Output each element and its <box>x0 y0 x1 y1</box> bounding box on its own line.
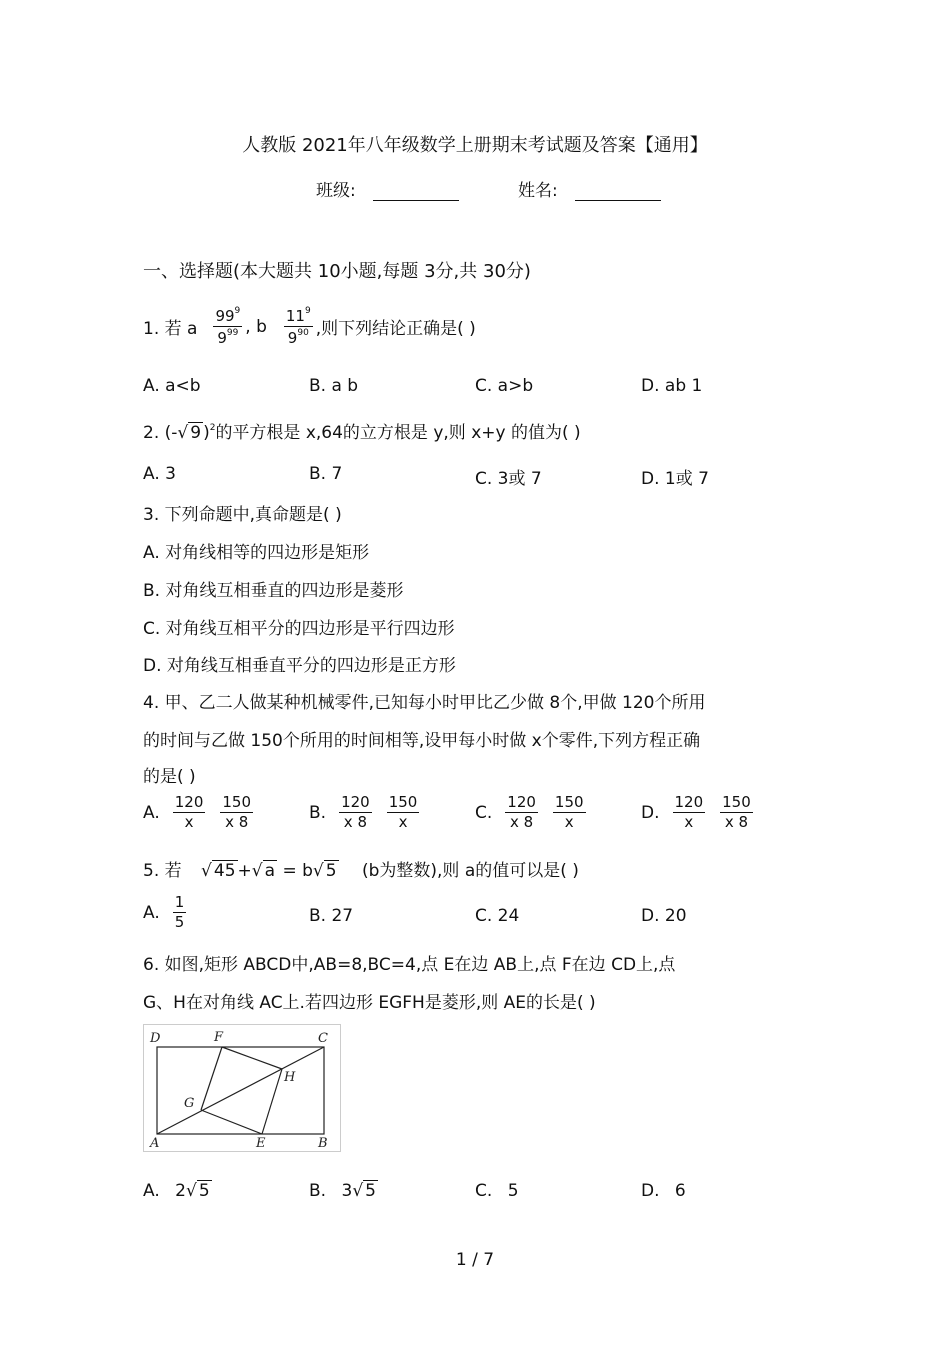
q4-d-d2: x 8 <box>724 813 749 832</box>
q6-a-sqrt: √ 5 <box>185 1181 210 1201</box>
q5-option-a <box>143 894 189 932</box>
q5-radicand-5: 5 <box>325 861 337 881</box>
q1-mid: , b <box>245 316 267 337</box>
q4-b-frac-1 <box>339 794 372 832</box>
label-f: F <box>214 1030 224 1045</box>
q6-option-a <box>143 1181 212 1201</box>
q2-option-d: D. 1或 7 <box>641 469 709 489</box>
q2-sqrt: √ 9 <box>177 423 202 443</box>
q4-b-d1: x 8 <box>343 813 367 832</box>
q4-a-n1: 120 <box>173 794 206 813</box>
q6-b-coef: 3 <box>341 1181 353 1201</box>
q1-option-a: A. a<b <box>143 376 201 396</box>
q6-option-c <box>475 1181 519 1201</box>
q4-b-label: B. <box>309 802 327 823</box>
q5-a-den: 5 <box>174 913 185 932</box>
question-1 <box>143 306 476 348</box>
q4-d-n2: 150 <box>720 794 753 813</box>
q4-a-frac-1 <box>173 794 206 832</box>
q5-radicand-45: 45 <box>213 861 236 881</box>
q2-option-a: A. 3 <box>143 464 176 484</box>
q4-b-n2: 150 <box>387 794 420 813</box>
q4-b-frac-2 <box>387 794 420 832</box>
q5-option-b: B. 27 <box>309 906 354 926</box>
q5-eq: = b <box>282 861 313 881</box>
name-field <box>518 176 661 201</box>
q4-a-d1: x <box>184 813 194 832</box>
q4-d-d1: x <box>684 813 694 832</box>
label-h: H <box>284 1070 296 1085</box>
q4-d-frac-2 <box>720 794 753 832</box>
q2-radicand: 9 <box>190 423 202 443</box>
q3-option-b: B. 对角线互相垂直的四边形是菱形 <box>143 581 404 601</box>
q4-d-frac-1 <box>673 794 706 832</box>
question-4-line-1: 4. 甲、乙二人做某种机械零件,已知每小时甲比乙少做 8个,甲做 120个所用 <box>143 693 706 713</box>
q4-c-label: C. <box>475 802 493 823</box>
q5-option-c: C. 24 <box>475 906 520 926</box>
q2-close: ) <box>203 423 210 443</box>
question-5 <box>143 856 579 881</box>
q6-c-label: C. <box>475 1181 493 1201</box>
q4-c-frac-1 <box>505 794 538 832</box>
q1-option-d: D. ab 1 <box>641 376 703 396</box>
q1-suffix: ,则下列结论正确是( ) <box>315 319 476 340</box>
q4-a-n2: 150 <box>220 794 253 813</box>
q3-option-a: A. 对角线相等的四边形是矩形 <box>143 543 370 563</box>
q6-b-sqrt: √ 5 <box>352 1181 376 1201</box>
q1-b-fraction <box>284 306 313 348</box>
class-field <box>316 176 459 201</box>
q5-a-fraction <box>173 894 187 932</box>
q5-a-label: A. <box>143 902 160 923</box>
question-4-line-3: 的是( ) <box>143 767 196 787</box>
q2-suffix: 的平方根是 x,64的立方根是 y,则 x+y 的值为( ) <box>215 423 581 443</box>
segment-fh <box>222 1047 282 1069</box>
diagonal-ac <box>157 1047 324 1134</box>
label-d: D <box>150 1031 161 1046</box>
segment-gf <box>201 1047 222 1110</box>
q2-option-b: B. 7 <box>309 464 343 484</box>
q5-option-d: D. 20 <box>641 906 687 926</box>
question-2 <box>143 418 581 443</box>
q5-sqrt-a: √ a <box>251 861 276 881</box>
name-blank <box>575 182 661 201</box>
section-header: 一、选择题(本大题共 10小题,每题 3分,共 30分) <box>143 261 531 282</box>
q1-option-b: B. a b <box>309 376 359 396</box>
question-6-line-1: 6. 如图,矩形 ABCD中,AB=8,BC=4,点 E在边 AB上,点 F在边 CD上,点 <box>143 955 676 975</box>
q5-plus: + <box>237 861 252 881</box>
q6-d-text: 6 <box>674 1181 686 1201</box>
q6-c-text: 5 <box>507 1181 519 1201</box>
q1-b-num: 11 <box>285 307 305 325</box>
q4-b-n1: 120 <box>339 794 372 813</box>
q5-a-num: 1 <box>173 894 187 913</box>
q3-option-c: C. 对角线互相平分的四边形是平行四边形 <box>143 619 455 639</box>
q4-c-d2: x <box>564 813 574 832</box>
page-title: 人教版 2021年八年级数学上册期末考试题及答案【通用】 <box>242 135 708 156</box>
q2-option-c: C. 3或 7 <box>475 469 542 489</box>
q4-a-frac-2 <box>220 794 253 832</box>
q1-b-den-exp: 90 <box>297 328 309 339</box>
q1-a-num-exp: 9 <box>234 306 241 316</box>
q6-b-label: B. <box>309 1181 327 1201</box>
q6-b-radicand: 5 <box>365 1181 376 1201</box>
q4-b-d2: x <box>398 813 408 832</box>
q1-b-num-exp: 9 <box>304 306 311 316</box>
question-4-line-2: 的时间与乙做 150个所用的时间相等,设甲每小时做 x个零件,下列方程正确 <box>143 731 701 751</box>
rectangle-figure <box>143 1024 341 1152</box>
q2-sup: 2 <box>209 423 216 433</box>
page-number: 1 / 7 <box>455 1250 495 1270</box>
name-label: 姓名: <box>518 181 558 201</box>
q5-prefix: 5. 若 <box>143 861 182 881</box>
q5-radicand-a: a <box>264 861 276 881</box>
q4-c-n1: 120 <box>505 794 538 813</box>
q6-a-coef: 2 <box>175 1181 186 1201</box>
class-blank <box>373 182 459 201</box>
q3-option-d: D. 对角线互相垂直平分的四边形是正方形 <box>143 656 456 676</box>
figure-svg <box>144 1025 340 1151</box>
q1-a-den: 9 <box>217 329 227 348</box>
q1-option-c: C. a>b <box>475 376 534 396</box>
segment-eg <box>201 1110 262 1134</box>
q1-b-den: 9 <box>287 329 298 348</box>
q1-a-num: 99 <box>215 307 235 325</box>
class-label: 班级: <box>316 181 356 201</box>
label-c: C <box>318 1031 328 1046</box>
q4-c-d1: x 8 <box>510 813 534 832</box>
q5-sqrt-5: √ 5 <box>312 861 337 881</box>
label-b: B <box>318 1136 328 1151</box>
q6-a-label: A. <box>143 1181 160 1201</box>
q1-prefix: 1. 若 a <box>143 319 198 340</box>
q4-option-b <box>309 794 422 832</box>
q4-d-n1: 120 <box>673 794 706 813</box>
q6-option-b <box>309 1181 378 1201</box>
q5-suffix: (b为整数),则 a的值可以是( ) <box>361 861 579 881</box>
q1-a-den-exp: 99 <box>226 328 239 339</box>
question-3: 3. 下列命题中,真命题是( ) <box>143 505 342 525</box>
q6-d-label: D. <box>641 1181 660 1201</box>
question-6-line-2: G、H在对角线 AC上.若四边形 EGFH是菱形,则 AE的长是( ) <box>143 993 596 1013</box>
label-g: G <box>184 1096 195 1111</box>
label-a: A <box>150 1136 160 1151</box>
q4-c-frac-2 <box>553 794 586 832</box>
q1-a-fraction <box>213 306 242 348</box>
q4-option-d <box>641 794 756 832</box>
label-e: E <box>256 1136 266 1151</box>
q4-c-n2: 150 <box>553 794 586 813</box>
q4-a-d2: x 8 <box>225 813 249 832</box>
q4-option-a <box>143 794 256 832</box>
q4-d-label: D. <box>641 802 660 823</box>
segment-he <box>262 1069 282 1134</box>
q5-sqrt-45: √ 45 <box>201 861 236 881</box>
q4-a-label: A. <box>143 802 160 823</box>
q6-a-radicand: 5 <box>198 1181 210 1201</box>
q6-option-d <box>641 1181 686 1201</box>
q2-prefix: 2. (- <box>143 423 178 443</box>
q4-option-c <box>475 794 589 832</box>
